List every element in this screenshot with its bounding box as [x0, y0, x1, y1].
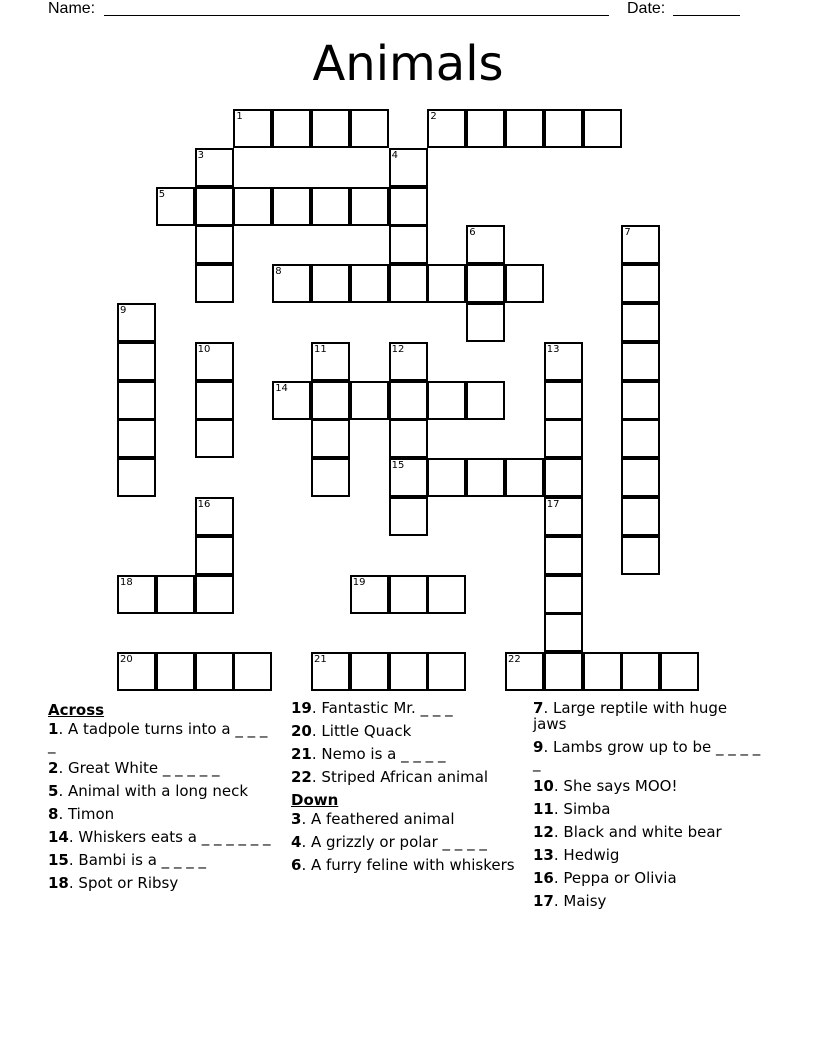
grid-cell[interactable] — [195, 419, 234, 458]
cell-number: 22 — [508, 654, 521, 666]
cell-number: 11 — [314, 343, 327, 355]
clue-item: 10. She says MOO! — [533, 777, 678, 795]
clue-text: Animal with a long neck — [67, 782, 249, 800]
grid-cell[interactable] — [621, 458, 660, 497]
grid-cell[interactable] — [195, 264, 234, 303]
grid-cell[interactable] — [195, 225, 234, 264]
clue-number: 5 — [48, 782, 59, 800]
clue-text: Fantastic Mr. _ _ _ — [321, 699, 453, 717]
cell-number: 17 — [546, 499, 560, 510]
grid-cell[interactable] — [389, 652, 428, 691]
grid-cell[interactable] — [505, 264, 544, 303]
down-clue-list — [291, 811, 521, 873]
clue-text: Bambi is a _ _ _ _ — [78, 851, 206, 869]
grid-cell[interactable] — [427, 575, 466, 614]
clue-number: 2 — [48, 759, 59, 777]
grid-cell[interactable] — [233, 187, 272, 226]
cell-number: 9 — [120, 305, 127, 316]
grid-cell[interactable] — [311, 381, 350, 420]
clue-number: 17 — [533, 892, 554, 910]
grid-cell[interactable] — [311, 109, 350, 148]
clue-text: Great White _ _ _ _ _ — [67, 759, 220, 777]
grid-cell[interactable] — [195, 497, 234, 536]
clue-item: 5. Animal with a long neck — [48, 782, 249, 800]
grid-cell[interactable] — [389, 575, 428, 614]
clue-item: 18. Spot or Ribsy — [48, 874, 179, 892]
cell-number: 6 — [469, 227, 476, 239]
grid-cell[interactable] — [544, 575, 583, 614]
grid-cell[interactable] — [505, 109, 544, 148]
cell-number: 14 — [275, 382, 288, 394]
cell-number: 8 — [275, 266, 282, 278]
grid-cell[interactable] — [156, 575, 195, 614]
grid-cell[interactable] — [117, 381, 156, 420]
clue-number: 4 — [291, 833, 302, 851]
clue-number: 10 — [533, 777, 554, 795]
grid-cell[interactable] — [117, 458, 156, 497]
grid-cell[interactable] — [233, 652, 272, 691]
clue-text: Large reptile with huge jaws — [533, 699, 728, 733]
clue-text: Striped African animal — [321, 768, 489, 786]
grid-cell[interactable] — [117, 342, 156, 381]
cell-number: 4 — [391, 149, 398, 161]
date-label: Date: — [627, 0, 666, 17]
grid-cell[interactable] — [427, 264, 466, 303]
grid-cell[interactable] — [544, 536, 583, 575]
grid-cell[interactable] — [389, 225, 428, 264]
grid-cell[interactable] — [195, 187, 234, 226]
date-line[interactable] — [673, 15, 740, 16]
clue-text: A tadpole turns into a _ _ _ _ — [48, 720, 268, 754]
clue-text: Black and white bear — [563, 823, 722, 841]
clue-text: Peppa or Olivia — [563, 869, 677, 887]
clue-number: 9 — [533, 738, 544, 756]
grid-cell[interactable] — [544, 109, 583, 148]
clue-number: 12 — [533, 823, 554, 841]
clue-text: Nemo is a _ _ _ _ — [321, 745, 446, 763]
grid-cell[interactable] — [427, 109, 466, 148]
grid-cell[interactable] — [117, 303, 156, 342]
grid-cell[interactable] — [311, 187, 350, 226]
clue-number: 15 — [48, 851, 69, 869]
grid-cell[interactable] — [117, 575, 156, 614]
clue-item: 6. A furry feline with whiskers — [291, 856, 515, 874]
clues-column-1 — [48, 700, 278, 898]
clue-number: 13 — [533, 846, 554, 864]
grid-cell[interactable] — [544, 613, 583, 652]
clue-item: 2. Great White _ _ _ _ _ — [48, 759, 220, 777]
grid-cell[interactable] — [544, 652, 583, 691]
cell-number: 10 — [197, 343, 211, 355]
grid-cell[interactable] — [621, 264, 660, 303]
clue-text: Lambs grow up to be _ _ _ _ _ — [533, 738, 761, 772]
clue-text: Maisy — [563, 892, 607, 910]
cell-number: 2 — [430, 111, 437, 122]
clue-number: 14 — [48, 828, 69, 846]
cell-number: 16 — [197, 499, 211, 510]
grid-cell[interactable] — [311, 264, 350, 303]
grid-cell[interactable] — [583, 652, 622, 691]
clue-item: 19. Fantastic Mr. _ _ _ — [291, 699, 453, 717]
clue-item: 20. Little Quack — [291, 722, 412, 740]
grid-cell[interactable] — [311, 342, 350, 381]
grid-cell[interactable] — [389, 342, 428, 381]
grid-cell[interactable] — [621, 497, 660, 536]
down-clue-list-continued — [533, 700, 763, 909]
cell-number: 1 — [236, 111, 243, 122]
grid-cell[interactable] — [272, 381, 311, 420]
grid-cell[interactable] — [156, 652, 195, 691]
grid-cell[interactable] — [466, 381, 505, 420]
clue-text: A furry feline with whiskers — [310, 856, 515, 874]
grid-cell[interactable] — [156, 187, 195, 226]
clue-text: Little Quack — [321, 722, 412, 740]
grid-cell[interactable] — [389, 381, 428, 420]
cell-number: 13 — [546, 343, 560, 355]
clue-item: 12. Black and white bear — [533, 823, 722, 841]
grid-cell[interactable] — [660, 652, 699, 691]
grid-cell[interactable] — [195, 148, 234, 187]
grid-cell[interactable] — [195, 575, 234, 614]
grid-cell[interactable] — [311, 419, 350, 458]
across-clue-list-continued — [291, 700, 521, 785]
cell-number: 21 — [314, 654, 327, 666]
clue-item: 15. Bambi is a _ _ _ _ — [48, 851, 206, 869]
down-heading: Down — [291, 791, 339, 809]
grid-cell[interactable] — [466, 303, 505, 342]
grid-cell[interactable] — [272, 187, 311, 226]
clue-item: 13. Hedwig — [533, 846, 620, 864]
grid-cell[interactable] — [621, 652, 660, 691]
grid-cell[interactable] — [195, 536, 234, 575]
clue-item: 1. A tadpole turns into a _ _ _ _ — [48, 720, 268, 754]
clue-item: 17. Maisy — [533, 892, 607, 910]
grid-cell[interactable] — [117, 652, 156, 691]
grid-cell[interactable] — [466, 458, 505, 497]
grid-cell[interactable] — [544, 458, 583, 497]
grid-cell[interactable] — [466, 264, 505, 303]
grid-cell[interactable] — [389, 148, 428, 187]
grid-cell[interactable] — [544, 497, 583, 536]
clue-number: 16 — [533, 869, 554, 887]
clue-item: 9. Lambs grow up to be _ _ _ _ _ — [533, 738, 761, 772]
grid-cell[interactable] — [505, 458, 544, 497]
clue-item: 4. A grizzly or polar _ _ _ _ — [291, 833, 487, 851]
clue-item: 7. Large reptile with huge jaws — [533, 699, 728, 733]
grid-cell[interactable] — [466, 109, 505, 148]
clue-item: 3. A feathered animal — [291, 810, 455, 828]
grid-cell[interactable] — [350, 652, 389, 691]
clue-number: 21 — [291, 745, 312, 763]
cell-number: 12 — [391, 343, 405, 355]
grid-cell[interactable] — [621, 381, 660, 420]
grid-cell[interactable] — [544, 381, 583, 420]
grid-cell[interactable] — [272, 264, 311, 303]
clue-number: 19 — [291, 699, 312, 717]
clue-number: 22 — [291, 768, 312, 786]
clue-item: 21. Nemo is a _ _ _ _ — [291, 745, 446, 763]
clue-number: 6 — [291, 856, 302, 874]
across-heading: Across — [48, 701, 105, 719]
grid-cell[interactable] — [389, 458, 428, 497]
clues-column-2 — [291, 700, 521, 880]
grid-cell[interactable] — [195, 652, 234, 691]
grid-cell[interactable] — [621, 536, 660, 575]
clue-number: 3 — [291, 810, 302, 828]
grid-cell[interactable] — [389, 419, 428, 458]
grid-cell[interactable] — [621, 342, 660, 381]
cell-number: 5 — [158, 188, 166, 200]
grid-cell[interactable] — [621, 225, 660, 264]
clue-text: Whiskers eats a _ _ _ _ _ _ — [78, 828, 271, 846]
across-clue-list — [48, 721, 278, 891]
grid-cell[interactable] — [621, 419, 660, 458]
grid-cell[interactable] — [350, 381, 389, 420]
grid-cell[interactable] — [272, 109, 311, 148]
clue-text: She says MOO! — [563, 777, 678, 795]
clue-item: 16. Peppa or Olivia — [533, 869, 677, 887]
clue-number: 18 — [48, 874, 69, 892]
grid-cell[interactable] — [505, 652, 544, 691]
grid-cell[interactable] — [233, 109, 272, 148]
clue-number: 20 — [291, 722, 312, 740]
grid-cell[interactable] — [621, 303, 660, 342]
name-line[interactable] — [104, 15, 609, 16]
cell-number: 20 — [120, 654, 133, 666]
grid-cell[interactable] — [350, 109, 389, 148]
clue-text: A grizzly or polar _ _ _ _ — [310, 833, 487, 851]
clue-text: A feathered animal — [310, 810, 455, 828]
grid-cell[interactable] — [389, 497, 428, 536]
grid-cell[interactable] — [350, 264, 389, 303]
grid-cell[interactable] — [427, 652, 466, 691]
grid-cell[interactable] — [389, 187, 428, 226]
clue-item: 11. Simba — [533, 800, 611, 818]
clue-number: 11 — [533, 800, 554, 818]
grid-cell[interactable] — [427, 381, 466, 420]
grid-cell[interactable] — [427, 458, 466, 497]
clue-item: 8. Timon — [48, 805, 115, 823]
clue-text: Spot or Ribsy — [78, 874, 179, 892]
clue-text: Timon — [67, 805, 115, 823]
cell-number: 18 — [120, 576, 133, 588]
page-title: Animals — [312, 36, 504, 92]
clues-column-3 — [533, 700, 763, 916]
name-label: Name: — [48, 0, 96, 17]
cell-number: 7 — [624, 227, 631, 239]
clue-item: 22. Striped African animal — [291, 768, 489, 786]
clue-text: Hedwig — [563, 846, 620, 864]
grid-cell[interactable] — [350, 187, 389, 226]
clue-number: 7 — [533, 699, 544, 717]
grid-cell[interactable] — [195, 342, 234, 381]
cell-number: 15 — [391, 460, 405, 472]
clue-text: Simba — [563, 800, 611, 818]
grid-cell[interactable] — [466, 225, 505, 264]
clue-number: 8 — [48, 805, 59, 823]
cell-number: 19 — [352, 576, 366, 588]
grid-cell[interactable] — [583, 109, 622, 148]
grid-cell[interactable] — [311, 458, 350, 497]
grid-cell[interactable] — [544, 419, 583, 458]
grid-cell[interactable] — [350, 575, 389, 614]
grid-cell[interactable] — [195, 381, 234, 420]
clue-item: 14. Whiskers eats a _ _ _ _ _ _ — [48, 828, 271, 846]
clue-number: 1 — [48, 720, 59, 738]
grid-cell[interactable] — [311, 652, 350, 691]
cell-number: 3 — [197, 149, 204, 161]
grid-cell[interactable] — [117, 419, 156, 458]
grid-cell[interactable] — [389, 264, 428, 303]
grid-cell[interactable] — [544, 342, 583, 381]
